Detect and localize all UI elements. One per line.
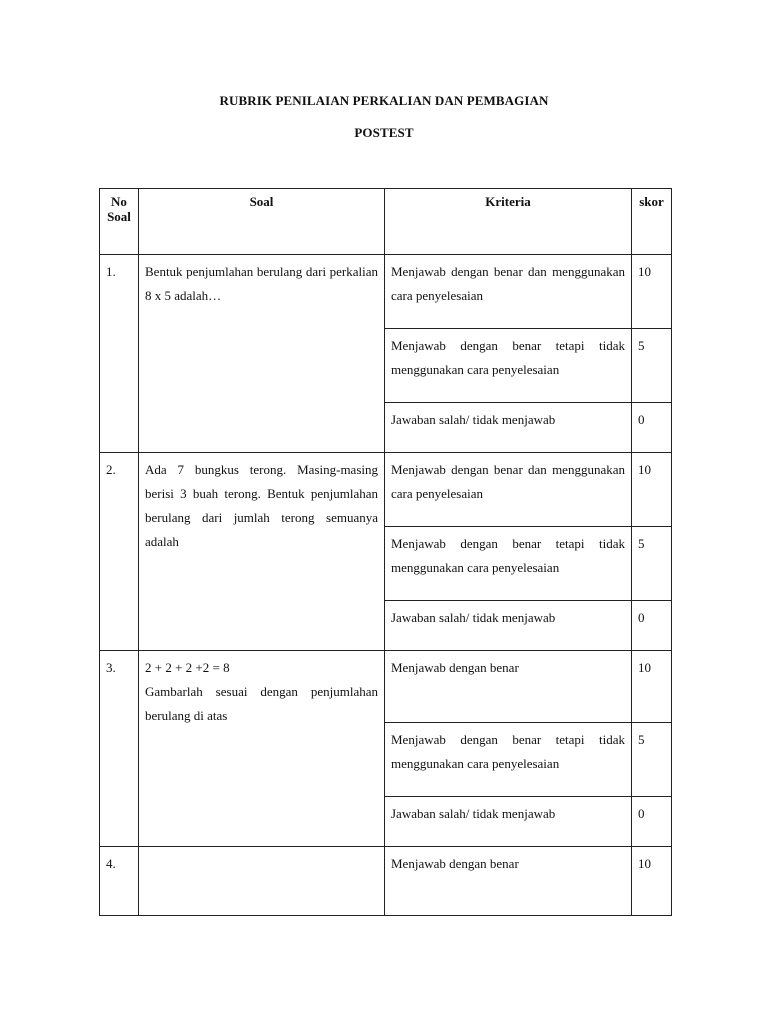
score-value: 5	[632, 723, 672, 797]
criteria-text: Menjawab dengan benar tetapi tidak menggunakan cara penyelesaian	[385, 527, 632, 601]
score-value: 5	[632, 527, 672, 601]
table-row	[100, 255, 672, 329]
criteria-text: Menjawab dengan benar dan menggunakan cara penyelesaian	[385, 453, 632, 527]
score-value: 0	[632, 403, 672, 453]
question-text	[139, 847, 385, 916]
criteria-text: Jawaban salah/ tidak menjawab	[385, 403, 632, 453]
criteria-text: Menjawab dengan benar	[385, 847, 632, 916]
question-number: 1.	[100, 255, 139, 453]
question-text: Ada 7 bungkus terong. Masing-masing berisi 3 buah terong. Bentuk penjumlahan berulang dari jumlah terong semuanya adalah	[139, 453, 385, 651]
question-text: Bentuk penjumlahan berulang dari perkalian 8 x 5 adalah…	[139, 255, 385, 453]
question-number: 3.	[100, 651, 139, 847]
header-no-soal: No Soal	[100, 189, 139, 255]
header-skor: skor	[632, 189, 672, 255]
score-value: 10	[632, 453, 672, 527]
score-value: 0	[632, 601, 672, 651]
criteria-text: Menjawab dengan benar	[385, 651, 632, 723]
document-subtitle: POSTEST	[354, 125, 414, 140]
header-soal: Soal	[139, 189, 385, 255]
score-value: 10	[632, 651, 672, 723]
criteria-text: Jawaban salah/ tidak menjawab	[385, 601, 632, 651]
table-header-row	[100, 189, 672, 255]
criteria-text: Menjawab dengan benar tetapi tidak menggunakan cara penyelesaian	[385, 723, 632, 797]
score-value: 5	[632, 329, 672, 403]
header-kriteria: Kriteria	[385, 189, 632, 255]
table-row	[100, 847, 672, 916]
criteria-text: Jawaban salah/ tidak menjawab	[385, 797, 632, 847]
score-value: 10	[632, 847, 672, 916]
criteria-text: Menjawab dengan benar dan menggunakan cara penyelesaian	[385, 255, 632, 329]
rubric-table	[99, 188, 672, 916]
document-title: RUBRIK PENILAIAN PERKALIAN DAN PEMBAGIAN	[219, 93, 549, 108]
table-row	[100, 651, 672, 723]
question-equation: 2 + 2 + 2 +2 = 8	[145, 660, 230, 675]
question-number: 2.	[100, 453, 139, 651]
question-number: 4.	[100, 847, 139, 916]
score-value: 0	[632, 797, 672, 847]
question-text	[139, 651, 385, 847]
score-value: 10	[632, 255, 672, 329]
criteria-text: Menjawab dengan benar tetapi tidak menggunakan cara penyelesaian	[385, 329, 632, 403]
question-instruction: Gambarlah sesuai dengan penjumlahan berulang di atas	[145, 684, 378, 723]
table-row	[100, 453, 672, 527]
